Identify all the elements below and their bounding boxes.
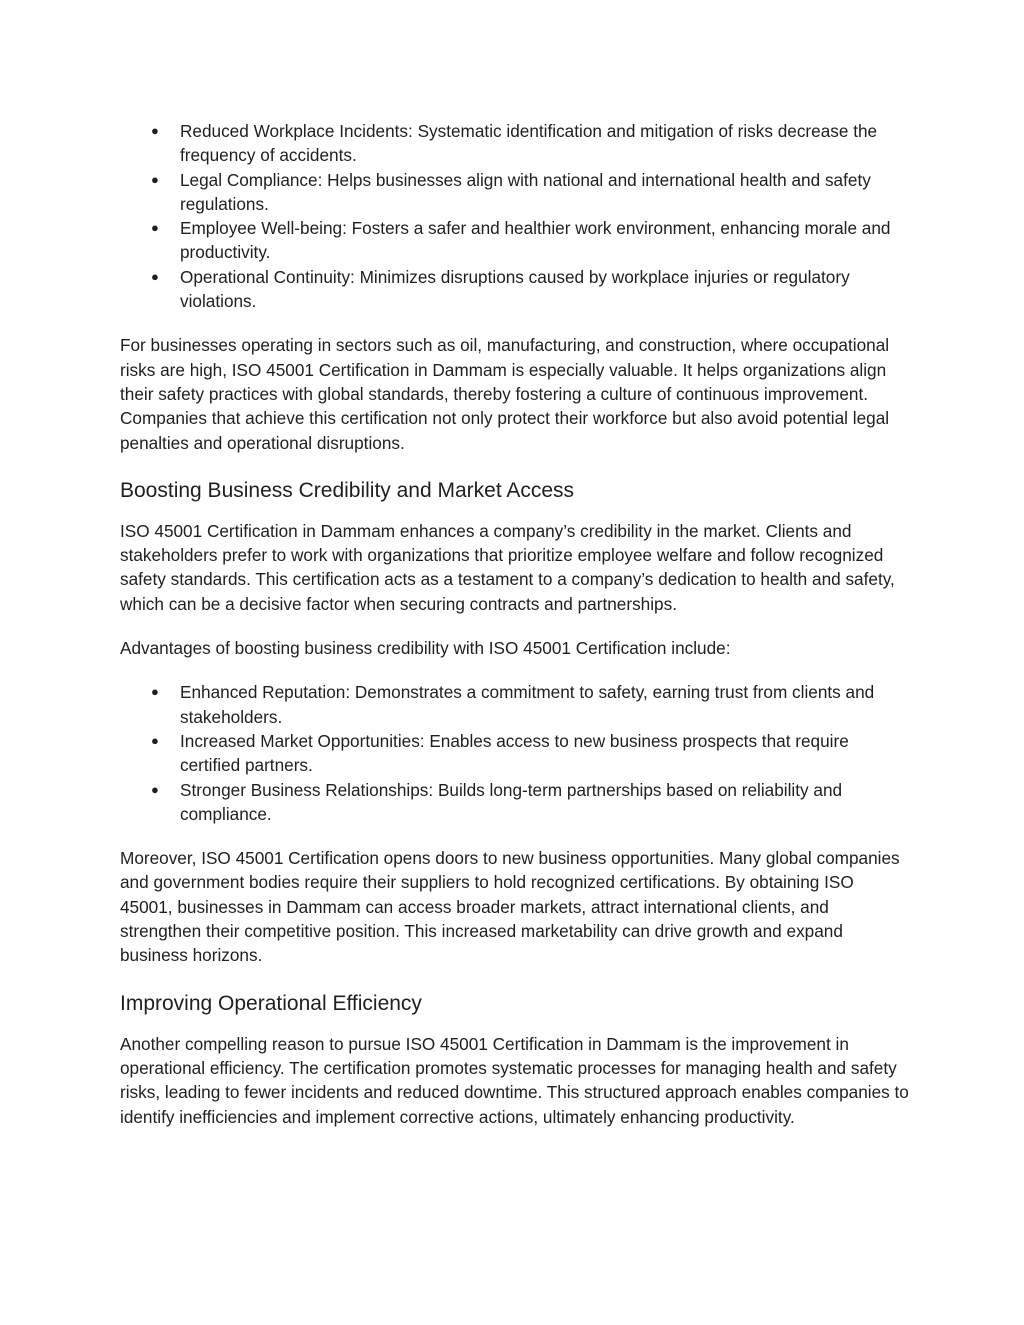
bullet-icon: ● [151,732,159,748]
list-item [120,168,910,217]
bullet-icon: ● [151,171,159,187]
list-item-text: Reduced Workplace Incidents: Systematic identification and mitigation of risks decrease the frequency of accidents. [180,121,878,166]
list-item [120,119,910,168]
list-item-text: Enhanced Reputation: Demonstrates a commitment to safety, earning trust from clients and stakeholders. [180,682,875,727]
credibility-heading: Boosting Business Credibility and Market Access [120,478,575,502]
benefits-bullet-list [120,119,910,313]
efficiency-heading: Improving Operational Efficiency [120,991,422,1015]
bullet-icon: ● [151,781,159,797]
list-item [120,265,910,314]
advantages-bullet-list [120,680,910,826]
list-item-text: Legal Compliance: Helps businesses align with national and international health and safety regulations. [180,169,871,214]
bullet-icon: ● [151,684,159,700]
bullet-icon: ● [151,220,159,236]
sectors-paragraph: For businesses operating in sectors such as oil, manufacturing, and construction, where occupational risks are high, ISO 45001 Certification in Dammam is especially valuable. It helps organizations align their safety practices with global standards, thereby fostering a culture of continuous improvement. Companies that achieve this certification not only protect their workforce but also avoid potential legal penalties and operational disruptions. [120,335,890,453]
advantages-intro: Advantages of boosting business credibility with ISO 45001 Certification include: [120,638,731,659]
list-item-text: Increased Market Opportunities: Enables access to new business prospects that require certified partners. [180,730,849,776]
bullet-icon: ● [151,123,159,138]
list-item [120,680,910,729]
opportunities-paragraph: Moreover, ISO 45001 Certification opens doors to new business opportunities. Many global companies and government bodies require their suppliers to hold recognized certifications. By obtaining ISO 45001, businesses in Dammam can access broader markets, attract international clients, and strengthen their competitive position. This increased marketability can drive growth and expand business horizons. [120,848,900,966]
efficiency-paragraph: Another compelling reason to pursue ISO 45001 Certification in Dammam is the improvement in operational efficiency. The certification promotes systematic processes for managing health and safety risks, leading to fewer incidents and reduced downtime. This structured approach enables companies to identify inefficiencies and implement corrective actions, ultimately enhancing productivity. [120,1033,909,1127]
list-item [120,216,910,265]
credibility-paragraph: ISO 45001 Certification in Dammam enhances a company’s credibility in the market. Clients and stakeholders prefer to work with organizations that prioritize employee welfare and follow recognized safety standards. This certification acts as a testament to a company’s dedication to health and safety, which can be a decisive factor when securing contracts and partnerships. [120,520,895,614]
list-item-text: Employee Well-being: Fosters a safer and healthier work environment, enhancing morale and productivity. [180,218,891,263]
list-item [120,778,910,827]
document-body [120,119,910,1129]
list-item-text: Operational Continuity: Minimizes disruptions caused by workplace injuries or regulatory violations. [180,266,850,312]
bullet-icon: ● [151,268,159,284]
list-item-text: Stronger Business Relationships: Builds long-term partnerships based on reliability and compliance. [180,779,843,824]
list-item [120,729,910,778]
